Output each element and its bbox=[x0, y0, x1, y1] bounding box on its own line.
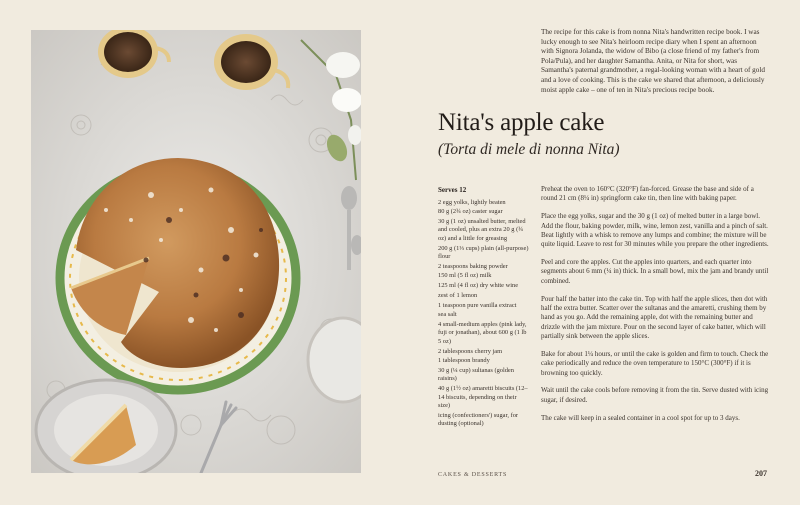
method-step: The cake will keep in a sealed container in a cool spot for up to 3 days. bbox=[541, 413, 740, 422]
ingredients-column bbox=[438, 186, 530, 430]
serves-heading: Serves 12 bbox=[438, 186, 467, 194]
method-step: Preheat the oven to 160°C (320°F) fan-forced. Grease the base and side of a round 21 cm (8¼ in) springform cake tin, then line with baking paper. bbox=[541, 185, 754, 203]
recipe-intro: The recipe for this cake is from nonna Nita's handwritten recipe book. I was lucky enough to see Nita's heirloom recipe diary when I spent an afternoon with Signora Jolanda, the widow of Bibo (a close friend of my father's from Pola/Pula), and her daughter Samantha. Anita, or Nita for short, was Samantha's paternal grandmother, a regal-looking woman with a heart of gold and a love of cooking. This is the cake we shared that afternoon, a deliciously moist apple cake – one of ten in Nita's precious recipe book. bbox=[541, 28, 765, 94]
ingredient-item: sea salt bbox=[438, 311, 457, 319]
ingredient-item: 30 g (1 oz) unsalted butter, melted and cooled, plus an extra 20 g (¾ oz) and a little for greasing bbox=[438, 217, 526, 242]
ingredient-item: 30 g (¼ cup) sultanas (golden raisins) bbox=[438, 366, 514, 383]
ingredient-item: 2 egg yolks, lightly beaten bbox=[438, 198, 506, 206]
ingredient-item: 40 g (1½ oz) amaretti biscuits (12–14 biscuits, depending on their size) bbox=[438, 385, 528, 410]
footer-section-label: CAKES & DESSERTS bbox=[438, 472, 508, 478]
recipe-title: Nita's apple cake bbox=[438, 109, 605, 136]
method-step: Place the egg yolks, sugar and the 30 g (1 oz) of melted butter in a large bowl. Add the flour, baking powder, milk, wine, lemon zest, vanilla and a pinch of salt. Beat lightly with a whisk to remove any lumps and combine; the mixture will be quite liquid. Leave to rest for 30 minutes while you prepare the other ingredients. bbox=[541, 212, 769, 249]
method-step: Bake for about 1¼ hours, or until the cake is golden and firm to touch. Check the cake periodically and reduce the oven temperature to 150°C (300°F) if it is browning too quickly. bbox=[541, 349, 769, 377]
method-step: Peel and core the apples. Cut the apples into quarters, and each quarter into segments about 6 mm (¼ in) thick. In a small bowl, mix the jam and brandy until combined. bbox=[541, 258, 769, 285]
ingredient-item: zest of 1 lemon bbox=[438, 291, 478, 299]
method-column bbox=[541, 185, 769, 431]
ingredient-item: 2 teaspoons baking powder bbox=[438, 262, 508, 270]
page-number: 207 bbox=[755, 469, 767, 478]
ingredient-list bbox=[438, 199, 530, 429]
method-step: Wait until the cake cools before removing it from the tin. Serve dusted with icing sugar, if desired. bbox=[541, 386, 769, 404]
ingredient-item: 150 ml (5 fl oz) milk bbox=[438, 272, 492, 280]
ingredient-item: 125 ml (4 fl oz) dry white wine bbox=[438, 282, 519, 290]
ingredient-item: 1 teaspoon pure vanilla extract bbox=[438, 301, 517, 309]
ingredient-item: icing (confectioners') sugar, for dusting (optional) bbox=[438, 411, 519, 428]
recipe-subtitle: (Torta di mele di nonna Nita) bbox=[438, 141, 620, 158]
ingredient-item: 1 tablespoon brandy bbox=[438, 357, 490, 365]
ingredient-item: 200 g (1⅓ cups) plain (all-purpose) flour bbox=[438, 244, 529, 261]
ingredient-item: 2 tablespoons cherry jam bbox=[438, 347, 503, 355]
method-step: Pour half the batter into the cake tin. Top with half the apple slices, then dot with half the extra butter. Scatter over the sultanas and the amaretti, crushing them by hand as you go. Add the remaining apple, dot with the remaining butter and drizzle with the jam mixture. Pour on the second layer of cake batter, which will partially sink between the apple slices. bbox=[541, 294, 768, 341]
apple-cake-photo bbox=[31, 30, 361, 473]
ingredient-item: 4 small-medium apples (pink lady, fuji or jonathan), about 600 g (1 lb 5 oz) bbox=[438, 320, 527, 345]
ingredient-item: 80 g (2¾ oz) caster sugar bbox=[438, 208, 503, 216]
